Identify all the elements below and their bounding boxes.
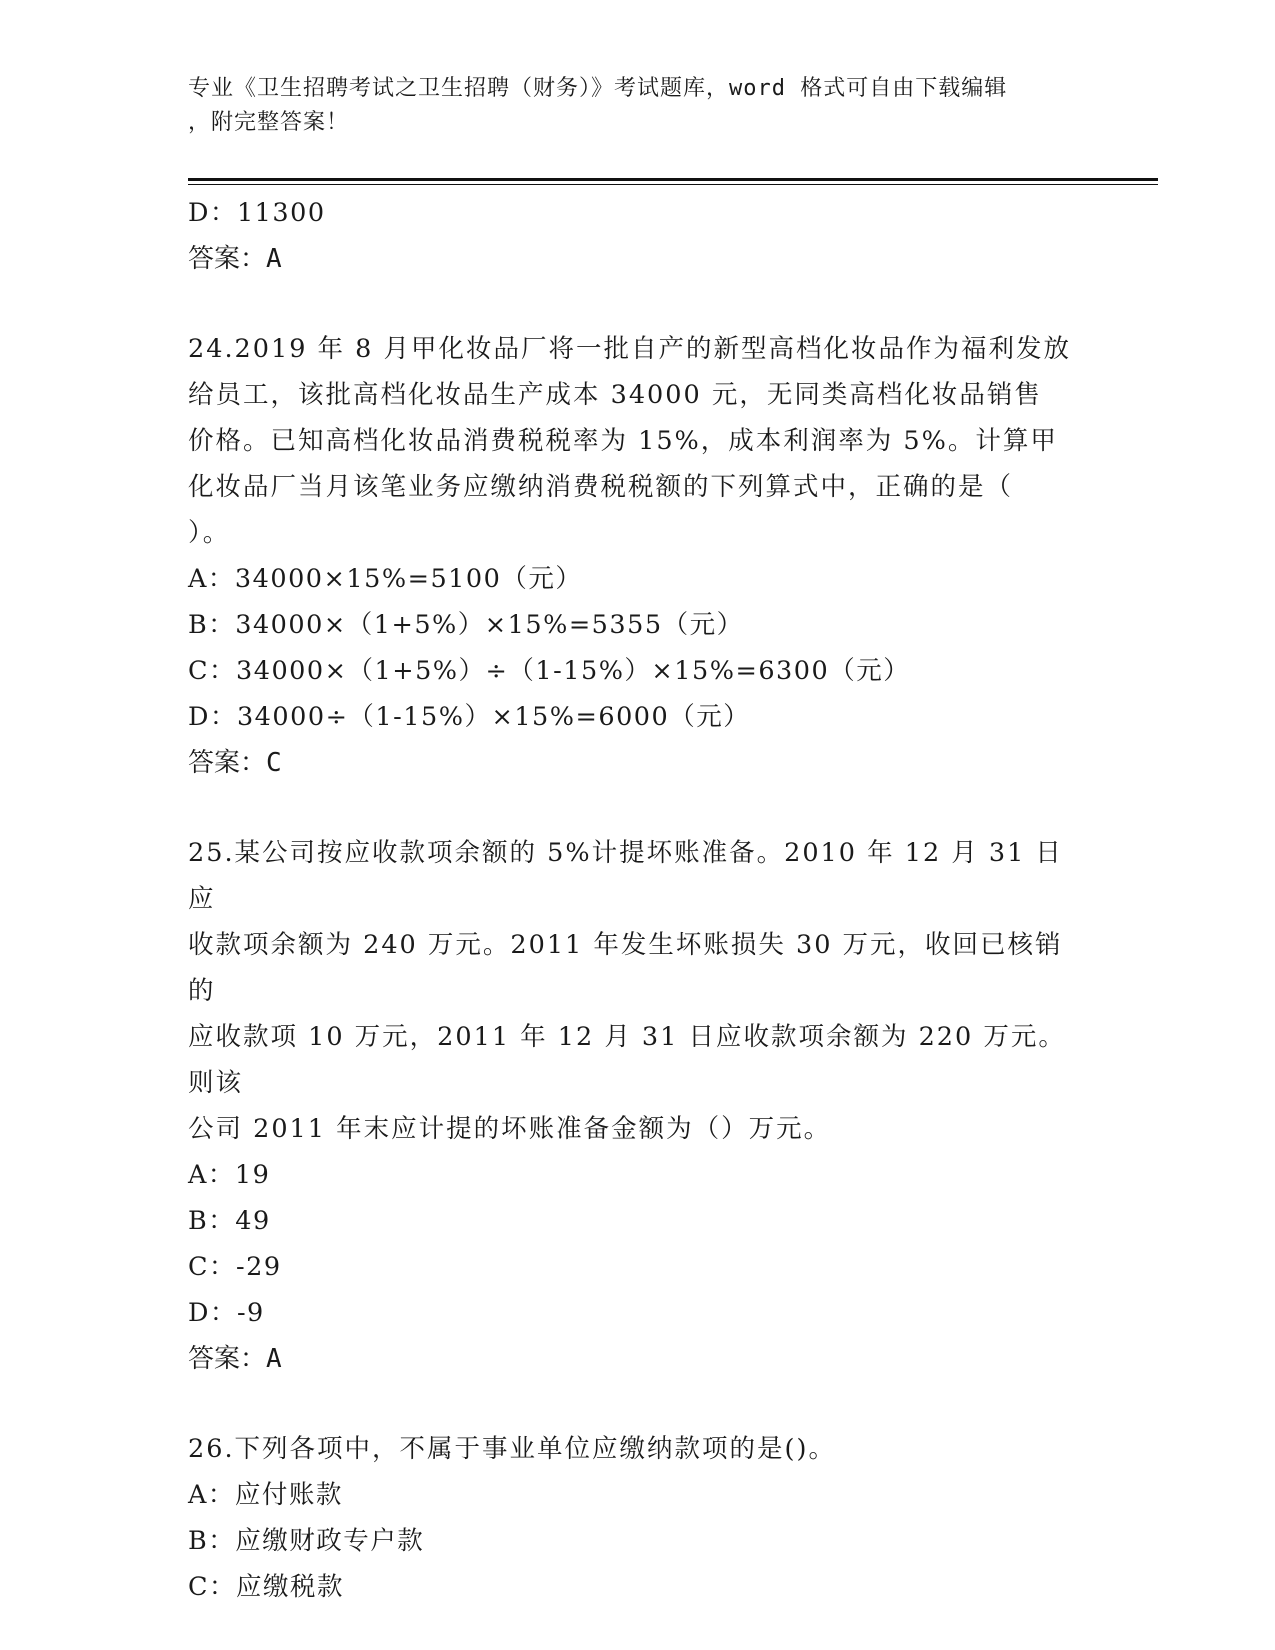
question-stem bbox=[188, 326, 1088, 556]
question-26 bbox=[188, 1426, 1088, 1610]
header-line-1: 专业《卫生招聘考试之卫生招聘（财务）》考试题库，word 格式可自由下载编辑 bbox=[188, 76, 1008, 101]
option-b: B：应缴财政专户款 bbox=[188, 1526, 425, 1556]
header-rule-thick bbox=[188, 178, 1158, 181]
question-25 bbox=[188, 830, 1088, 1382]
stem-line: 公司 2011 年末应计提的坏账准备金额为（）万元。 bbox=[188, 1114, 832, 1144]
answer-line: 答案：A bbox=[188, 1344, 282, 1374]
header-rule-thin bbox=[188, 184, 1158, 185]
document-header bbox=[188, 72, 1088, 140]
stem-line: 化妆品厂当月该笔业务应缴纳消费税税额的下列算式中，正确的是（ bbox=[188, 472, 1014, 502]
document-body bbox=[188, 190, 1088, 1610]
stem-line: 价格。已知高档化妆品消费税税率为 15%，成本利润率为 5%。计算甲 bbox=[188, 426, 1058, 456]
question-24 bbox=[188, 326, 1088, 786]
option-b: B：34000×（1+5%）×15%=5355（元） bbox=[188, 610, 744, 640]
option-d: D：34000÷（1-15%）×15%=6000（元） bbox=[188, 702, 751, 732]
answer-line: 答案：C bbox=[188, 748, 282, 778]
question-stem bbox=[188, 830, 1088, 1152]
option-d: D：-9 bbox=[188, 1298, 265, 1328]
option-c: C：34000×（1+5%）÷（1-15%）×15%=6300（元） bbox=[188, 656, 911, 686]
option-a: A：34000×15%=5100（元） bbox=[188, 564, 583, 594]
stem-line: 应收款项 10 万元，2011 年 12 月 31 日应收款项余额为 220 万元。则该 bbox=[188, 1022, 1066, 1098]
stem-line: ）。 bbox=[188, 518, 231, 548]
stem-line: 25.某公司按应收款项余额的 5%计提坏账准备。2010 年 12 月 31 日应 bbox=[188, 838, 1063, 914]
question-23-tail bbox=[188, 190, 1088, 282]
stem-line: 24.2019 年 8 月甲化妆品厂将一批自产的新型高档化妆品作为福利发放 bbox=[188, 334, 1071, 364]
question-stem bbox=[188, 1426, 1088, 1472]
option-b: B：49 bbox=[188, 1206, 271, 1236]
option-a: A：19 bbox=[188, 1160, 271, 1190]
header-line-2: ，附完整答案！ bbox=[188, 110, 350, 135]
stem-line: 给员工，该批高档化妆品生产成本 34000 元，无同类高档化妆品销售 bbox=[188, 380, 1042, 410]
answer-line: 答案：A bbox=[188, 244, 282, 274]
option-c: C：-29 bbox=[188, 1252, 282, 1282]
option-c: C：应缴税款 bbox=[188, 1572, 345, 1602]
stem-line: 收款项余额为 240 万元。2011 年发生坏账损失 30 万元，收回已核销的 bbox=[188, 930, 1063, 1006]
stem-line: 26.下列各项中，不属于事业单位应缴纳款项的是()。 bbox=[188, 1434, 836, 1464]
option-d: D：11300 bbox=[188, 198, 326, 228]
option-a: A：应付账款 bbox=[188, 1480, 343, 1510]
